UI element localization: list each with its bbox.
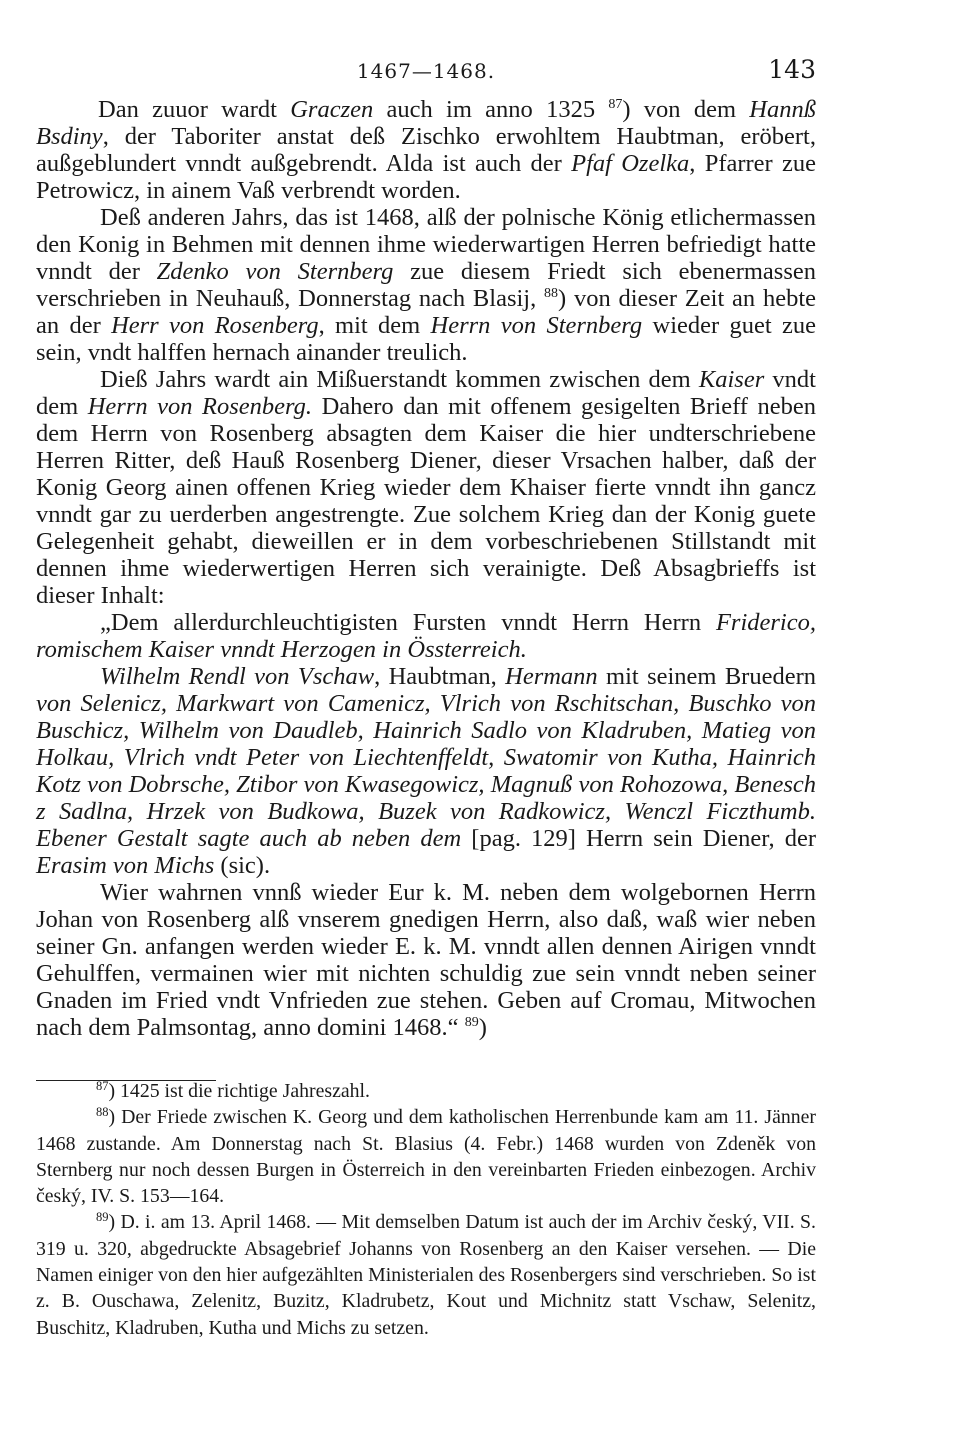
text-run: Dan zuuor wardt xyxy=(98,96,291,123)
footnote-ref-89: 89 xyxy=(464,1015,479,1030)
italic-name: Kaiser xyxy=(698,366,765,393)
text-run: ) von dem xyxy=(622,96,750,123)
text-run: wieder guet zue sein, vndt halffen hernach ainander treulich. xyxy=(36,312,816,366)
italic-name: Wilhelm Rendl von Vschaw xyxy=(100,663,375,690)
text-run: Wier wahrnen vnnß wieder Eur k. M. neben dem wolgebornen Herrn Johan von Rosenberg alß vnserem gnedigen Herrn, also daß, waß wier neben seiner Gn. anfangen werden wieder E. k. M. vnndt allen dennen Airigen vnndt Gehulffen, vermainen wier mit nichten schuldig zue sein vnndt neben seiner Gnaden im Fried vndt Vnfrieden zue stehen. Geben auf Cromau, Mitwochen nach dem Palmsontag, anno domini 1468.“ xyxy=(36,879,816,1041)
text-run: Deß anderen Jahrs, das ist 1468, alß der polnische König etlichermassen den Konig in Behmen mit dennen ihme wiederwartigen Herren befriedigt hatte vnndt der xyxy=(36,204,816,285)
italic-name: Herrn von Sternberg xyxy=(430,312,643,339)
italic-name: Herr von Rosenberg xyxy=(111,312,319,339)
footnote-ref-88: 88 xyxy=(544,286,559,301)
paragraph-salutation xyxy=(36,609,816,663)
text-run: ) xyxy=(478,1014,487,1041)
running-header-year-range: 1467—1468. xyxy=(356,59,496,83)
italic-name: Hermann xyxy=(505,663,598,690)
italic-name-list: von Selenicz, Markwart von Camenicz, Vlrich von Rschitschan, Buschko von Buschicz, Wilhelm von Daudleb, Hainrich Sadlo von Kladruben, Matieg von Holkau, Vlrich vndt Peter von Liechtenffeldt, Swatomir von Kutha, Hainrich Kotz von Dobrsche, Ztibor von Kwasegowicz, Magnuß von Rohozowa, Benesch z Sadlna, Hrzek von Budkowa, Buzek von Radkowicz, Wenczl Ficzthumb. Ebener Gestalt sagte auch ab neben dem xyxy=(36,690,816,852)
paragraph-declaration xyxy=(36,879,816,1041)
text-run: , mit dem xyxy=(318,312,431,339)
italic-name: Pfaf Ozelka xyxy=(571,150,690,177)
page-number: 143 xyxy=(768,55,816,84)
text-run: , Pfarrer zue Petrowicz, in ainem Vaß verbrendt worden. xyxy=(36,150,816,204)
footnote-mark: 89 xyxy=(96,1210,109,1225)
footnote-text: ) 1425 ist die richtige Jahreszahl. xyxy=(108,1080,370,1102)
footnote-text: ) D. i. am 13. April 1468. — Mit demselben Datum ist auch der im Archiv český, VII. S. 319 u. 320, abgedruckte Absagebrief Johanns von Rosenberg an den Kaiser versehen. — Die Namen einiger von den hier aufgezählten Ministerialen des Rosenbergers sind verschrieben. So ist z. B. Ouschawa, Zelenitz, Buzitz, Kladrubetz, Kout und Michnitz statt Vschaw, Selenitz, Buschitz, Kladruben, Kutha und Michs zu setzen. xyxy=(36,1211,816,1339)
paragraph-graczen xyxy=(36,96,816,204)
italic-name: Erasim von Michs xyxy=(36,852,215,879)
footnotes xyxy=(36,1078,816,1341)
footnote-ref-87: 87 xyxy=(608,97,623,112)
italic-name: Zdenko von Sternberg xyxy=(156,258,394,285)
text-run: , der Taboriter anstat deß Zischko erwohltem Haubtman, eröbert, außgeblundert vnndt außgebrendt. Alda ist auch der xyxy=(36,123,816,177)
text-run: auch im anno 1325 xyxy=(373,96,609,123)
italic-name: Graczen xyxy=(290,96,374,123)
footnote-87 xyxy=(36,1078,816,1104)
main-text xyxy=(36,96,816,1041)
italic-name: Hannß Bsdiny xyxy=(36,96,816,150)
footnote-text: ) Der Friede zwischen K. Georg und dem katholischen Herrenbunde kam am 11. Jänner 1468 zustande. Am Donnerstag nach St. Blasius (4. Febr.) 1468 wurden von Zdeněk von Sternberg nur noch dessen Burgen in Österreich in den vereinbarten Frieden einbezogen. Archiv český, IV. S. 153—164. xyxy=(36,1106,816,1208)
paragraph-signatories xyxy=(36,663,816,879)
text-run: ) von dieser Zeit an hebte an der xyxy=(36,285,817,339)
footnote-mark: 88 xyxy=(96,1105,109,1120)
text-run: „Dem allerdurchleuchtigisten Fursten vnndt Herrn Herrn xyxy=(100,609,716,636)
text-run: Dieß Jahrs wardt ain Mißuerstandt kommen zwischen dem xyxy=(100,366,699,393)
paragraph-1468 xyxy=(36,204,816,366)
text-run: zue diesem Friedt sich ebenermassen verschrieben in Neuhauß, Donnerstag nach Blasij, xyxy=(36,258,816,312)
italic-name: Friderico, romischem Kaiser vnndt Herzogen in Össterreich. xyxy=(36,609,816,663)
footnote-mark: 87 xyxy=(96,1079,109,1093)
text-run: mit seinem Bruedern xyxy=(597,663,816,690)
footnote-89 xyxy=(36,1209,816,1340)
italic-name: Herrn von Rosenberg. xyxy=(87,393,313,420)
running-header xyxy=(36,55,816,85)
text-run: Dahero dan mit offenem gesigelten Brieff neben dem Herrn von Rosenberg absagten dem Kaiser die hier undterschriebene Herren Ritter, deß Hauß Rosenberg Diener, dieser Vrsachen halber, daß der Konig Georg ainen offenen Krieg wieder dem Khaiser fierte vnndt ihn gancz vnndt gar zu uerderben angestrengte. Zue solchem Krieg dan der Konig guete Gelegenheit gehabt, dieweillen er in dem vorbeschriebenen Stillstandt mit dennen ihme wiederwertigen Herren sich verainigte. Deß Absagbrieffs ist dieser Inhalt: xyxy=(36,393,816,609)
text-run: , Haubtman, xyxy=(374,663,506,690)
footnote-88 xyxy=(36,1104,816,1209)
text-run: [pag. 129] Herrn sein Diener, der xyxy=(461,825,816,852)
paragraph-missverstand xyxy=(36,366,816,609)
text-run: vndt dem xyxy=(36,366,816,420)
text-run: (sic). xyxy=(214,852,271,879)
